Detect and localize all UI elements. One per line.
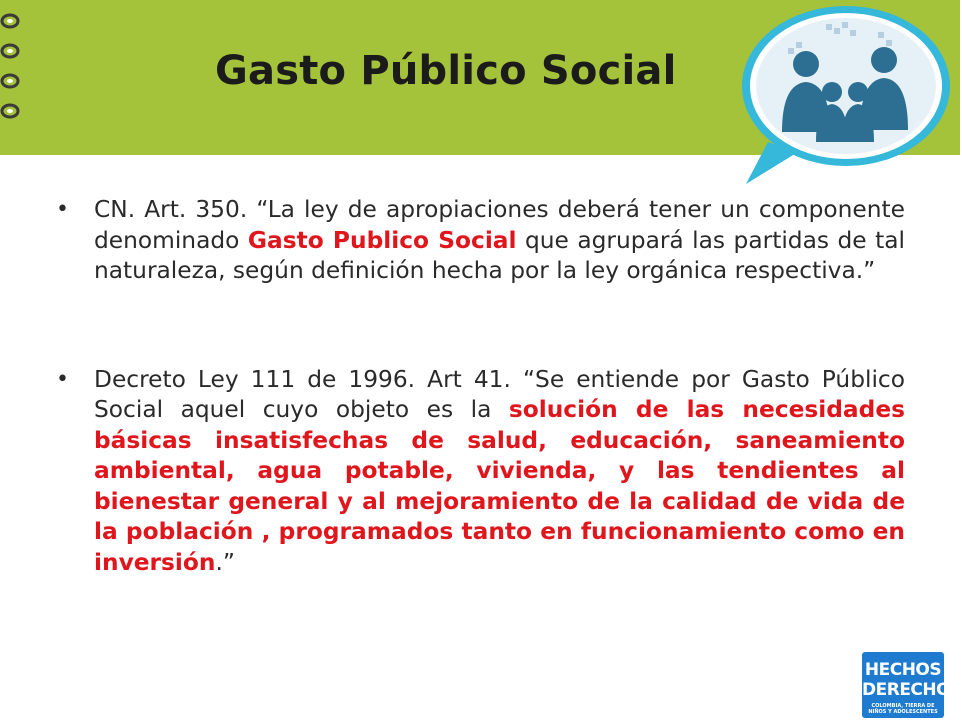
ring-icon: [0, 68, 26, 94]
highlighted-text: Gasto Publico Social: [247, 226, 517, 254]
bullet-marker: •: [56, 197, 69, 222]
item-text: que agrupará las partidas de tal naturaleza, según definición hecha por la ley orgánica respectiva.”: [94, 226, 905, 284]
logo-line-2: DERECHOS: [862, 680, 962, 700]
ring-icon: [0, 98, 26, 124]
logo-tagline: COLOMBIA, TIERRA DE NIÑOS Y ADOLESCENTES: [868, 703, 938, 715]
binder-rings: [0, 8, 28, 128]
item-text: .”: [215, 548, 235, 576]
logo-line-1: HECHOS: [864, 660, 942, 680]
bullet-marker: •: [56, 366, 69, 392]
item-text: Decreto Ley 111 de 1996. Art 41. “Se entiende por Gasto Público Social aquel cuyo objeto es la: [94, 365, 905, 423]
ring-icon: [0, 38, 26, 64]
speech-bubble-people-icon: [728, 2, 960, 186]
ring-icon: [0, 8, 26, 34]
slide-body: [52, 195, 905, 578]
highlighted-text: solución de las necesidades básicas insatisfechas de salud, educación, saneamiento ambiental, agua potable, vivienda, y las tendientes al bienestar general y al mejoramiento de la calidad de vida de la población , programados tanto en funcionamiento como en inversión: [94, 396, 905, 576]
bullet-item: [52, 195, 905, 287]
bullet-item: [52, 365, 905, 579]
slide-title: Gasto Público Social: [215, 48, 677, 94]
hechos-y-derechos-logo: [862, 652, 962, 718]
item-text: CN. Art. 350. “La ley de apropiaciones deberá tener un componente denominado: [94, 196, 905, 254]
